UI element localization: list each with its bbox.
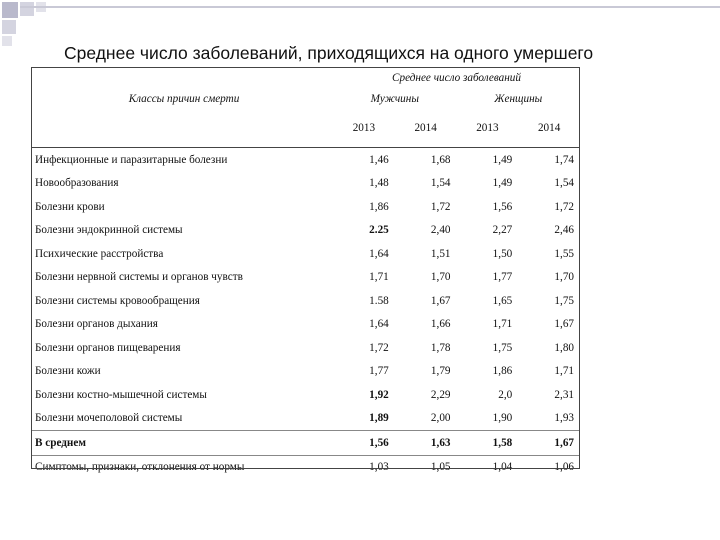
cell-value: 1,77 [369, 365, 389, 378]
cell-value: 1,54 [554, 177, 574, 190]
cell-value: 1,55 [554, 247, 574, 260]
cell-value: 1,05 [395, 455, 457, 479]
row-label: Болезни костно-мышечной системы [35, 388, 207, 401]
cell-value: 2.25 [369, 224, 389, 237]
cell-value: 1,56 [333, 431, 395, 456]
cell-value: 1,65 [492, 294, 513, 307]
decor-square [2, 2, 18, 18]
cell-value: 2,46 [554, 224, 574, 237]
row-label: Болезни системы кровообращения [35, 294, 200, 307]
cell-value: 1,77 [492, 271, 513, 284]
cell-value: 1,50 [492, 247, 513, 260]
cell-value: 2,0 [498, 388, 513, 401]
table-row [31, 195, 580, 219]
cell-value: 1,92 [369, 388, 389, 401]
cell-value: 1,86 [492, 365, 513, 378]
row-label: Болезни кожи [35, 365, 101, 378]
cell-value: 1,86 [369, 200, 389, 213]
table-row [31, 148, 580, 172]
cell-value: 1,03 [333, 455, 395, 479]
table-row [31, 242, 580, 266]
row-label: Болезни эндокринной системы [35, 224, 183, 237]
cell-value: 1,67 [554, 318, 574, 331]
cell-value: 1,49 [492, 177, 513, 190]
cell-value: 2,31 [554, 388, 574, 401]
cell-value: 1,72 [369, 341, 389, 354]
cell-value: 1,56 [492, 200, 513, 213]
cell-value: 1,68 [395, 148, 457, 172]
row-label: Болезни крови [35, 200, 105, 213]
header-men: Мужчины [370, 93, 419, 105]
table-row [31, 360, 580, 384]
year-header: 2014 [537, 122, 561, 134]
row-label: В среднем [31, 431, 333, 456]
cell-value: 1,74 [518, 148, 580, 172]
cell-value: 1,63 [395, 431, 457, 456]
cell-value: 1,72 [554, 200, 574, 213]
decor-square [2, 20, 16, 34]
cell-value: 1,90 [492, 412, 513, 425]
data-table [31, 67, 580, 479]
header-group: Среднее число заболеваний [392, 72, 521, 84]
cell-value: 1,04 [457, 455, 519, 479]
cell-value: 1.58 [369, 294, 389, 307]
decor-square [2, 36, 12, 46]
cell-value: 1,71 [369, 271, 389, 284]
cell-value: 1,75 [554, 294, 574, 307]
cell-value: 1,70 [554, 271, 574, 284]
cell-value: 1,93 [554, 412, 574, 425]
row-label: Новообразования [35, 177, 119, 190]
year-header: 2013 [476, 122, 499, 134]
row-header: Классы причин смерти [128, 93, 240, 105]
table-row [31, 383, 580, 407]
cell-value: 1,75 [492, 341, 513, 354]
header-women: Женщины [494, 93, 543, 105]
table-row [31, 172, 580, 196]
cell-value: 1,80 [554, 341, 574, 354]
slide-title: Среднее число заболеваний, приходящихся на одного умершего [64, 43, 594, 63]
cell-value: 1,48 [369, 177, 389, 190]
row-label: Инфекционные и паразитарные болезни [31, 148, 333, 172]
header-empty [31, 67, 333, 89]
row-label: Болезни нервной системы и органов чувств [35, 271, 243, 284]
table-row-average [31, 431, 580, 456]
cell-value: 1,79 [430, 365, 451, 378]
year-header: 2013 [352, 122, 376, 134]
table-row [31, 219, 580, 243]
cell-value: 1,71 [554, 365, 574, 378]
cell-value: 2,00 [430, 412, 451, 425]
table-row [31, 266, 580, 290]
decor-line [20, 6, 720, 8]
row-label: Психические расстройства [35, 247, 164, 260]
cell-value: 1,58 [457, 431, 519, 456]
cell-value: 1,89 [369, 412, 389, 425]
cell-value: 1,78 [430, 341, 451, 354]
cell-value: 1,67 [518, 431, 580, 456]
decor-square [20, 2, 34, 16]
cell-value: 1,64 [369, 318, 389, 331]
row-label: Болезни органов пищеварения [35, 341, 181, 354]
cell-value: 1,72 [430, 200, 451, 213]
cell-value: 1,54 [430, 177, 451, 190]
table-row [31, 313, 580, 337]
cell-value: 1,70 [430, 271, 451, 284]
table-row [31, 289, 580, 313]
cell-value: 1,46 [333, 148, 395, 172]
cell-value: 1,51 [430, 247, 451, 260]
cell-value: 1,64 [369, 247, 389, 260]
cell-value: 2,27 [492, 224, 513, 237]
cell-value: 1,67 [430, 294, 451, 307]
row-label: Болезни органов дыхания [35, 318, 158, 331]
cell-value: 2,40 [430, 224, 451, 237]
cell-value: 1,06 [518, 455, 580, 479]
table-row [31, 407, 580, 431]
cell-value: 1,71 [492, 318, 513, 331]
cell-value: 2,29 [430, 388, 451, 401]
table-row [31, 455, 580, 479]
row-label: Симптомы, признаки, отклонения от нормы [31, 455, 333, 479]
year-header: 2014 [414, 122, 437, 134]
cell-value: 1,66 [430, 318, 451, 331]
cell-value: 1,49 [457, 148, 519, 172]
header-empty [31, 109, 333, 148]
row-label: Болезни мочеполовой системы [35, 412, 183, 425]
table-row [31, 336, 580, 360]
